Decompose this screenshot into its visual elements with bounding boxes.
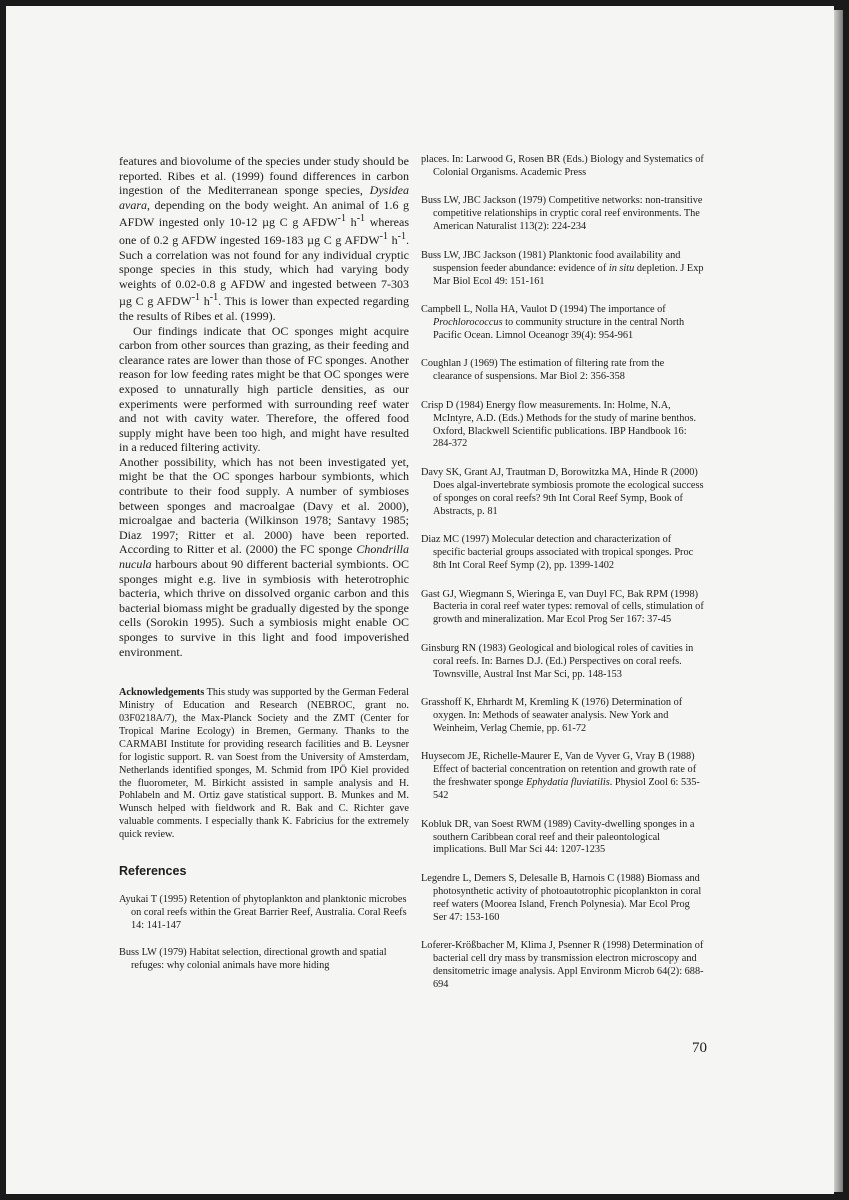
body-paragraph-1: features and biovolume of the species under study should be reported. Ribes et al. (1999) found differences in carbon ingestion of the Mediterranean sponge species, Dysidea avara, depending on the body weight. An animal of 1.6 g AFDW ingested only 10-12 µg C g $AFDW^{-1}$ $h^{-1}$ whereas one of 0.2 g AFDW ingested 169-183 µg C g $AFDW^{-1}$ $h^{-1}$. Such a correlation was not found for any individual cryptic sponge species in this study, which had varying body weights of 0.02-0.8 g AFDW and ingested between 7-303 µg C g $AFDW^{-1}$ $h^{-1}$. This is lower than expected regarding the results of Ribes et al. (1999). [119, 154, 410, 323]
body-paragraph-3: Another possibility, which has not been investigated yet, might be that the OC sponges harbour symbionts, which contribute to their food supply. A number of symbioses between sponges and macroalgae (Davy et al. 2000), microalgae and bacteria (Wilkinson 1978; Santavy 1985; Diaz 1997; Ritter et al. 2000) have been reported. According to Ritter et al. (2000) the FC sponge Chondrilla nucula harbours about 90 different bacterial symbionts. OC sponges might e.g. live in symbiosis with heterotrophic bacteria, which thrive on dissolved organic carbon and this bacterial biomass might be gradually digested by the sponge cells (Sorokin 1995). Such a symbiosis might enable OC sponges to survive in this light and food impoverished environment. [119, 454, 409, 659]
reference-item: Ayukai T (1995) Retention of phytoplankton and planktonic microbes on coral reefs within the Great Barrier Reef, Australia. Coral Reefs 14: 141-147 [119, 894, 407, 931]
reference-item: Kobluk DR, van Soest RWM (1989) Cavity-dwelling sponges in a southern Caribbean coral reef and their paleontological implications. Bull Mar Sci 44: 1207-1235 [421, 818, 695, 856]
reference-item: Buss LW, JBC Jackson (1981) Planktonic food availability and suspension feeder abundance: evidence of in situ depletion. J Exp Mar Biol Ecol 49: 151-161 [421, 249, 704, 287]
reference-item: Buss LW, JBC Jackson (1979) Competitive networks: non-transitive competitive relationships in cryptic coral reef environments. The American Naturalist 113(2): 224-234 [421, 195, 703, 233]
page-number: 70 [692, 1040, 707, 1056]
reference-item: Ginsburg RN (1983) Geological and biological roles of cavities in coral reefs. In: Barnes D.J. (Ed.) Perspectives on coral reefs. Townsville, Austral Inst Mar Sci, pp. 148-153 [421, 642, 694, 680]
reference-item: Diaz MC (1997) Molecular detection and characterization of specific bacterial groups associated with tropical sponges. Proc 8th Int Coral Reef Symp (2), pp. 1399-1402 [421, 534, 694, 571]
reference-item: Crisp D (1984) Energy flow measurements. In: Holme, N.A, McIntyre, A.D. (Eds.) Methods for the study of marine benthos. Oxford, Blackwell Scientific publications. IBP Handbook 16: 284-372 [421, 399, 697, 450]
reference-item: Legendre L, Demers S, Delesalle B, Harnois C (1988) Biomass and photosynthetic activity of photoautotrophic picoplankton in coral reef waters (Moorea Island, French Polynesia). Mar Ecol Prog Ser 47: 153-160 [421, 872, 702, 923]
reference-item: Campbell L, Nolla HA, Vaulot D (1994) The importance of Prochlorococcus to community structure in the central North Pacific Ocean. Limnol Oceanogr 39(4): 954-961 [421, 304, 685, 341]
acknowledgements-heading: Acknowledgements [119, 687, 205, 699]
reference-item: Huysecom JE, Richelle-Maurer E, Van de Vyver G, Vray B (1988) Effect of bacterial concentration on retention and growth rate of the freshwater sponge Ephydatia fluviatilis. Physiol Zool 6: 535-542 [421, 751, 700, 802]
reference-item: Buss LW (1979) Habitat selection, directional growth and spatial refuges: why colonial animals have more hiding [119, 946, 387, 971]
reference-item: Gast GJ, Wiegmann S, Wieringa E, van Duyl FC, Bak RPM (1998) Bacteria in coral reef water types: removal of cells, stimulation of growth and mineralization. Mar Ecol Prog Ser 167: 37-45 [421, 588, 704, 626]
references-heading: References [119, 864, 187, 879]
reference-item: Coughlan J (1969) The estimation of filtering rate from the clearance of suspensions. Mar Biol 2: 356-358 [421, 358, 665, 383]
acknowledgements-text: This study was supported by the German Federal Ministry of Education and Research (NEBROC, grant no. 03F0218A/7), the Max-Planck Society and the ZMT (Center for Tropical Marine Ecology) in Bremen, Germany. Thanks to the CARMABI Institute for providing research facilities and B. Leysner for logistic support. R. van Soest from the University of Amsterdam, Netherlands identified sponges, M. Schmid from IPÖ Kiel provided the fluorometer, M. Birkicht assisted in sample analysis and H. Pohlabeln and M. Ortiz gave statistical support. B. Munkes and M. Wunsch helped with fieldwork and R. Bak and C. Richter gave valuable comments. I especially thank K. Fabricius for the extremely quick review. [119, 687, 409, 841]
page-edge-shadow [834, 10, 843, 1192]
right-column [421, 154, 704, 1007]
reference-item: Davy SK, Grant AJ, Trautman D, Borowitzka MA, Hinde R (2000) Does algal-invertebrate symbiosis promote the ecological success of sponges on coral reefs? 9th Int Coral Reef Symp, Book of Abstracts, p. 81 [421, 466, 704, 517]
reference-item: Loferer-Krößbacher M, Klima J, Psenner R (1998) Determination of bacterial cell dry mass by transmission electron microscopy and densitometric image analysis. Appl Environm Microb 64(2): 688-694 [421, 940, 704, 990]
document-page [6, 6, 834, 1194]
acknowledgements [119, 687, 409, 842]
reference-item: Grasshoff K, Ehrhardt M, Kremling K (1976) Determination of oxygen. In: Methods of seawater analysis. New York and Weinheim, Verlag Chemie, pp. 61-72 [421, 697, 683, 734]
reference-item: places. In: Larwood G, Rosen BR (Eds.) Biology and Systematics of Colonial Organisms. Academic Press [421, 154, 704, 178]
body-paragraph-2: Our findings indicate that OC sponges might acquire carbon from other sources than grazing, as their feeding and clearance rates are lower than those of FC sponges. Another reason for low feeding rates might be that OC sponges were exposed to unnaturally high particle densities, as our experiments were performed with surrounding reef water and not with cavity water. Therefore, the offered food supply might have been too high, and might have resulted in a reduced filtering activity. [119, 323, 409, 455]
left-column [119, 154, 409, 987]
